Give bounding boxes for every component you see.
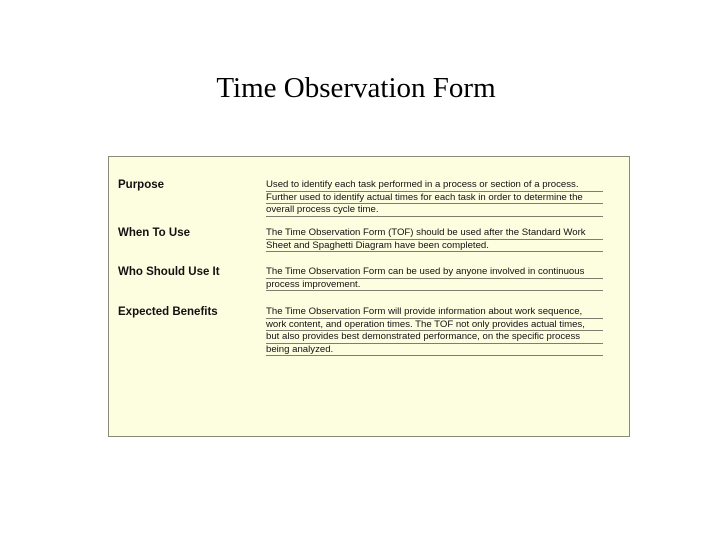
row-description: [266, 227, 603, 252]
description-line: work content, and operation times. The TOF not only provides actual times,: [266, 319, 603, 332]
row-description: [266, 306, 603, 356]
row-label: Who Should Use It: [118, 266, 220, 278]
description-line: being analyzed.: [266, 344, 603, 357]
row-label: Expected Benefits: [118, 306, 218, 318]
description-line: but also provides best demonstrated performance, on the specific process: [266, 331, 603, 344]
description-line: overall process cycle time.: [266, 204, 603, 217]
row-label: Purpose: [118, 179, 165, 191]
description-line: The Time Observation Form (TOF) should be used after the Standard Work: [266, 227, 603, 240]
description-line: Used to identify each task performed in a process or section of a process.: [266, 179, 603, 192]
description-line: The Time Observation Form can be used by anyone involved in continuous: [266, 266, 603, 279]
row-description: [266, 266, 603, 291]
description-line: process improvement.: [266, 279, 603, 292]
description-line: Sheet and Spaghetti Diagram have been completed.: [266, 240, 603, 253]
row-label: When To Use: [118, 227, 190, 239]
info-panel: [108, 156, 630, 437]
description-line: The Time Observation Form will provide information about work sequence,: [266, 306, 603, 319]
page-title: Time Observation Form: [216, 72, 496, 104]
row-description: [266, 179, 603, 217]
description-line: Further used to identify actual times for each task in order to determine the: [266, 192, 603, 205]
